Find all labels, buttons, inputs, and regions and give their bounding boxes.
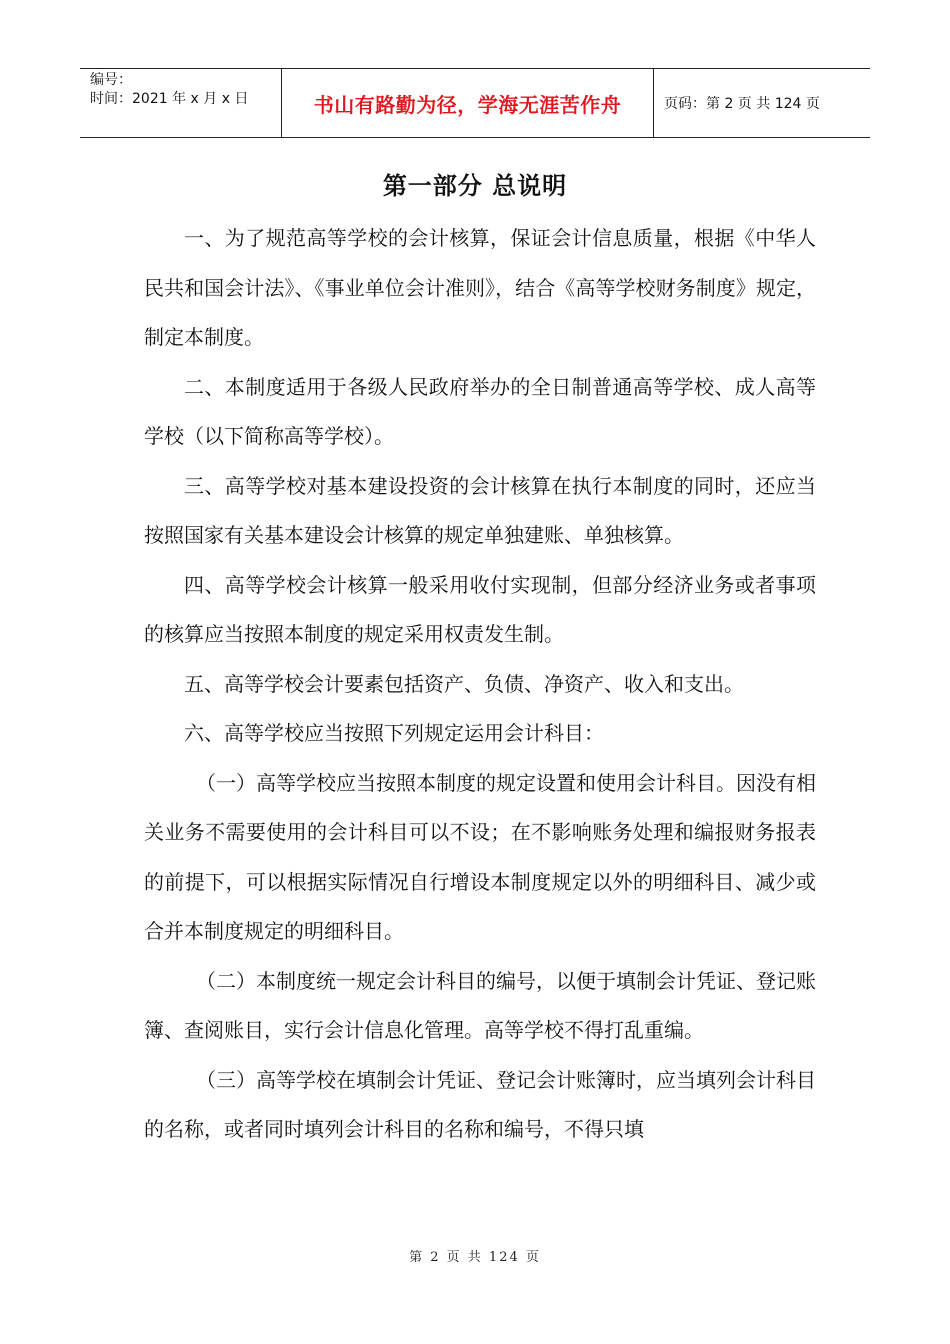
date-label: 时间：2021 年 x 月 x 日	[90, 91, 249, 107]
header-meta-cell	[80, 69, 282, 137]
page-info: 页码：第 2 页 共 124 页	[664, 96, 820, 112]
page-footer: 第 2 页 共 124 页	[409, 1250, 541, 1265]
header-page-cell	[654, 69, 870, 137]
paragraph-6-1: （一）高等学校应当按照本制度的规定设置和使用会计科目。因没有相关业务不需要使用的会计科目可以不设；在不影响账务处理和编报财务报表的前提下，可以根据实际情况自行增设本制度规定以外的明细科目、减少或合并本制度规定的明细科目。	[144, 770, 816, 943]
paragraph-6: 六、高等学校应当按照下列规定运用会计科目：	[184, 721, 604, 745]
paragraph-3: 三、高等学校对基本建设投资的会计核算在执行本制度的同时，还应当按照国家有关基本建设会计核算的规定单独建账、单独核算。	[144, 473, 816, 547]
paragraph-4: 四、高等学校会计核算一般采用收付实现制，但部分经济业务或者事项的核算应当按照本制度的规定采用权责发生制。	[144, 572, 816, 646]
serial-number-label: 编号：	[90, 72, 132, 88]
paragraph-2: 二、本制度适用于各级人民政府举办的全日制普通高等学校、成人高等学校（以下简称高等学校）。	[144, 374, 816, 448]
paragraph-5: 五、高等学校会计要素包括资产、负债、净资产、收入和支出。	[184, 671, 744, 696]
section-title: 第一部分 总说明	[382, 172, 568, 200]
page-header	[80, 68, 870, 138]
motto: 书山有路勤为径，学海无涯苦作舟	[313, 92, 622, 117]
paragraph-6-2: （二）本制度统一规定会计科目的编号，以便于填制会计凭证、登记账簿、查阅账目，实行会计信息化管理。高等学校不得打乱重编。	[144, 968, 816, 1042]
document-body	[144, 214, 816, 1155]
paragraph-1: 一、为了规范高等学校的会计核算，保证会计信息质量，根据《中华人民共和国会计法》、《事业单位会计准则》，结合《高等学校财务制度》规定，制定本制度。	[144, 226, 816, 349]
paragraph-6-3: （三）高等学校在填制会计凭证、登记会计账簿时，应当填列会计科目的名称，或者同时填列会计科目的名称和编号，不得只填	[144, 1067, 816, 1141]
header-motto-cell	[282, 69, 654, 137]
